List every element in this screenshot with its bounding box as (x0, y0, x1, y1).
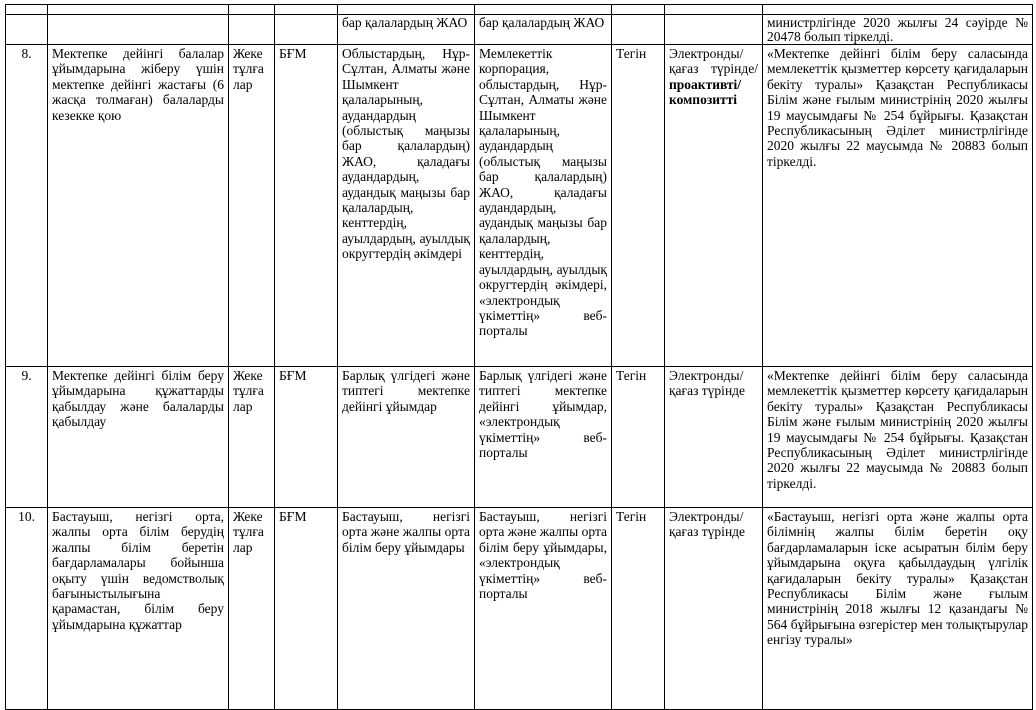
cell-empty (6, 5, 48, 15)
table-row (6, 508, 1033, 710)
cell-empty (48, 5, 229, 15)
table-row-spacer (6, 5, 1033, 15)
cell-row-number: 9. (6, 367, 48, 508)
cell-empty (763, 5, 1033, 15)
table-row (6, 367, 1033, 508)
cell-provider: бар қалалардың ЖАО (338, 15, 475, 45)
cell-legal-basis: «Мектепке дейінгі білім беру саласында мемлекеттік қызметтер көрсету қағидаларын бекіту туралы» Қазақстан Республикасы Білім және ғылым министрінің 2020 жылғы 19 маусымдағы № 254 бұйрығы. Қазақстан Республикасының Әділет министрлігінде 2020 жылғы 22 маусымда № 20883 болып тіркелді. (763, 45, 1033, 367)
cell-legal-basis: «Бастауыш, негізгі орта және жалпы орта білімнің жалпы білім беретін оқу бағдарламаларын іске асыратын білім беру ұйымдарына оқуға қабылдаудың үлгілік қағидаларын бекіту туралы» Қазақстан Республикасы Білім және ғылым министрінің 2018 жылғы 12 қазандағы № 564 бұйрығына өзгерістер мен толықтырулар енгізу туралы» (763, 508, 1033, 710)
cell-empty (275, 5, 338, 15)
cell-form (665, 367, 763, 508)
cell-provider: Бастауыш, негізгі орта және жалпы орта білім беру ұйымдары (338, 508, 475, 710)
cell-row-number (6, 15, 48, 45)
cell-price: Тегін (612, 508, 665, 710)
form-bold-text: проактивті/композитті (669, 76, 742, 108)
cell-applicant (229, 15, 275, 45)
cell-authority: БҒМ (275, 508, 338, 710)
cell-applicant: Жеке тұлғалар (229, 508, 275, 710)
cell-empty (612, 5, 665, 15)
cell-provider: Облыстардың, Нұр-Сұлтан, Алматы және Шымкент қалаларының, аудандардың (облыстық маңызы бар қалалардың) ЖАО, қаладағы аудандардың, аудандық маңызы бар қалалардың, кенттердің, ауылдардың, ауылдық округтердің әкімдері (338, 45, 475, 367)
cell-authority: БҒМ (275, 367, 338, 508)
cell-service-name: Мектепке дейінгі балалар ұйымдарына жіберу үшін мектепке дейінгі жастағы (6 жасқа толмаған) балаларды кезекке қою (48, 45, 229, 367)
cell-authority (275, 15, 338, 45)
cell-applicant: Жеке тұлғалар (229, 367, 275, 508)
cell-service-name (48, 15, 229, 45)
cell-price (612, 15, 665, 45)
cell-applicant: Жеке тұлғалар (229, 45, 275, 367)
services-table (5, 4, 1033, 710)
cell-authority: БҒМ (275, 45, 338, 367)
cell-row-number: 8. (6, 45, 48, 367)
cell-provider: Барлық үлгідегі және типтегі мектепке дейінгі ұйымдар (338, 367, 475, 508)
cell-empty (338, 5, 475, 15)
cell-form (665, 508, 763, 710)
cell-service-name: Бастауыш, негізгі орта, жалпы орта білім берудің жалпы білім беретін бағдарламалары бойынша оқыту үшін ведомстволық бағыныстылығына қарамастан, білім беру ұйымдарына құжаттар (48, 508, 229, 710)
cell-row-number: 10. (6, 508, 48, 710)
cell-empty (475, 5, 612, 15)
cell-price: Тегін (612, 45, 665, 367)
cell-empty (665, 5, 763, 15)
form-regular-text: Электронды/ қағаз түрінде (669, 509, 746, 540)
table-row-carryover (6, 15, 1033, 45)
cell-receiver: бар қалалардың ЖАО (475, 15, 612, 45)
cell-form (665, 45, 763, 367)
cell-price: Тегін (612, 367, 665, 508)
table-row (6, 45, 1033, 367)
form-regular-text: Электронды/ қағаз түрінде (669, 368, 746, 399)
cell-receiver: Мемлекеттік корпорация, облыстардың, Нұр-Сұлтан, Алматы және Шымкент қалаларының, аудандардың (облыстық маңызы бар қалалардың) ЖАО, қаладағы аудандардың, аудандық маңызы бар қалалардың, кенттердің, ауылдардың, ауылдық округтердің әкімдері, «электрондық үкіметтің» веб-порталы (475, 45, 612, 367)
cell-receiver: Барлық үлгідегі және типтегі мектепке дейінгі ұйымдар, «электрондық үкіметтің» веб-порталы (475, 367, 612, 508)
cell-receiver: Бастауыш, негізгі орта және жалпы орта білім беру ұйымдары, «электрондық үкіметтің» веб-порталы (475, 508, 612, 710)
cell-service-name: Мектепке дейінгі білім беру ұйымдарына құжаттарды қабылдау және балаларды қабылдау (48, 367, 229, 508)
cell-empty (229, 5, 275, 15)
cell-form (665, 15, 763, 45)
form-regular-text: Электронды/қағаз түрінде/ (669, 46, 758, 77)
cell-legal-basis: «Мектепке дейінгі білім беру саласында мемлекеттік қызметтер көрсету қағидаларын бекіту туралы» Қазақстан Республикасы Білім және ғылым министрінің 2020 жылғы 19 маусымдағы № 254 бұйрығы. Қазақстан Республикасының Әділет министрлігінде 2020 жылғы 22 маусымда № 20883 болып тіркелді. (763, 367, 1033, 508)
cell-legal-basis: министрлігінде 2020 жылғы 24 сәуірде № 20478 болып тіркелді. (763, 15, 1033, 45)
